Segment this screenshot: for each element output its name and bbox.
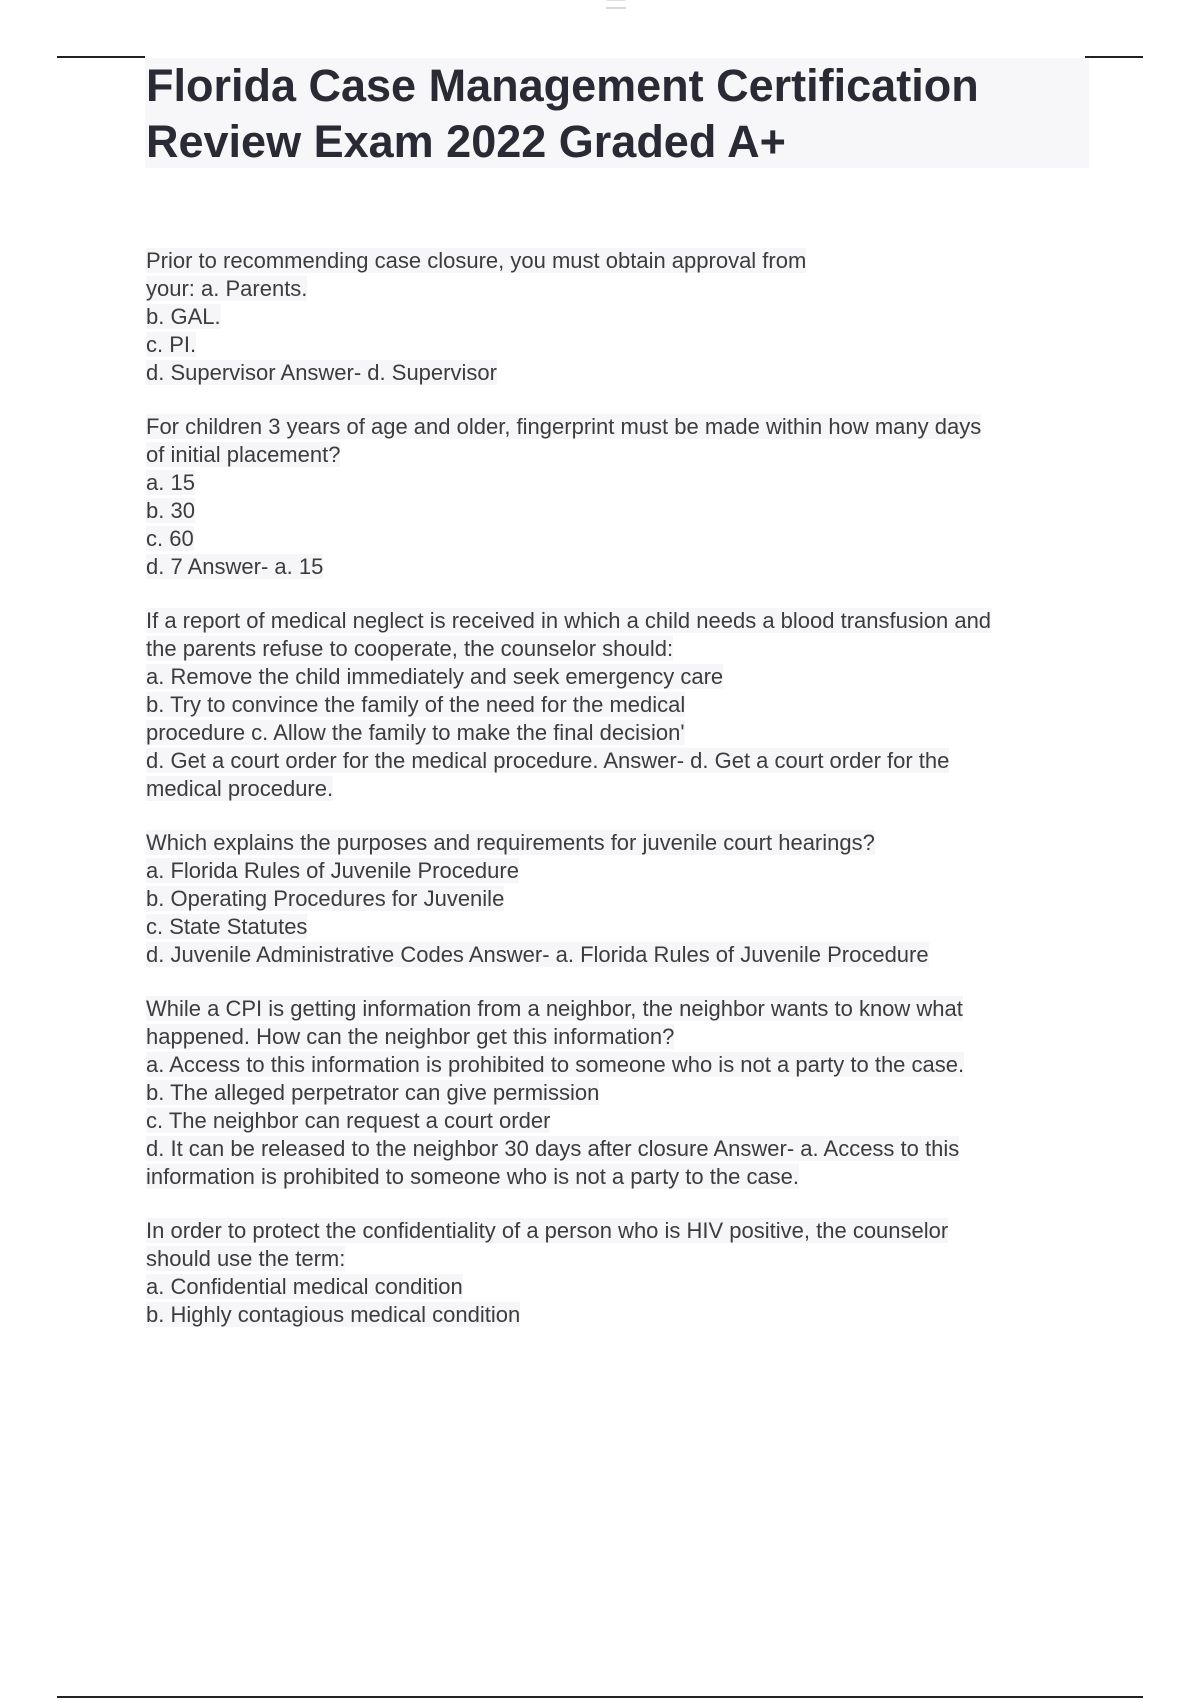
question-block-4 — [146, 829, 1106, 969]
option-line: b. 30 — [146, 498, 195, 523]
question-line: In order to protect the confidentiality of a person who is HIV positive, the counselor — [146, 1218, 949, 1243]
document-title — [146, 58, 979, 170]
question-line: of initial placement? — [146, 442, 341, 467]
question-block-1 — [146, 247, 1106, 387]
option-line: a. 15 — [146, 470, 195, 495]
question-line: your: a. Parents. — [146, 276, 308, 301]
answer-line: medical procedure. — [146, 776, 334, 801]
page-top-marker — [606, 0, 626, 9]
answer-line: d. Juvenile Administrative Codes Answer- a. Florida Rules of Juvenile Procedure — [146, 942, 929, 967]
answer-line: d. It can be released to the neighbor 30 days after closure Answer- a. Access to this — [146, 1136, 960, 1161]
title-line: Florida Case Management Certification — [146, 60, 979, 111]
footer-rule — [57, 1696, 1143, 1698]
question-block-6 — [146, 1217, 1106, 1329]
header-rule-right — [1085, 56, 1143, 58]
question-line: If a report of medical neglect is received in which a child needs a blood transfusion and — [146, 608, 992, 633]
option-line: b. Try to convince the family of the need for the medical — [146, 692, 686, 717]
question-block-5 — [146, 995, 1106, 1191]
option-line: c. 60 — [146, 526, 194, 551]
question-line: Prior to recommending case closure, you must obtain approval from — [146, 248, 807, 273]
question-line: the parents refuse to cooperate, the counselor should: — [146, 636, 674, 661]
answer-line: d. 7 Answer- a. 15 — [146, 554, 324, 579]
question-block-2 — [146, 413, 1106, 581]
question-line: While a CPI is getting information from a neighbor, the neighbor wants to know what — [146, 996, 963, 1021]
option-line: b. GAL. — [146, 304, 221, 329]
question-line: should use the term: — [146, 1246, 346, 1271]
option-line: c. PI. — [146, 332, 197, 357]
question-line: happened. How can the neighbor get this information? — [146, 1024, 675, 1049]
document-body — [146, 247, 1106, 1355]
answer-line: d. Supervisor Answer- d. Supervisor — [146, 360, 497, 385]
question-block-3 — [146, 607, 1106, 803]
option-line: c. State Statutes — [146, 914, 308, 939]
option-line: procedure c. Allow the family to make the final decision' — [146, 720, 685, 745]
question-line: For children 3 years of age and older, fingerprint must be made within how many days — [146, 414, 982, 439]
option-line: a. Access to this information is prohibited to someone who is not a party to the case. — [146, 1052, 965, 1077]
option-line: b. Operating Procedures for Juvenile — [146, 886, 505, 911]
option-line: c. The neighbor can request a court order — [146, 1108, 551, 1133]
option-line: b. Highly contagious medical condition — [146, 1302, 521, 1327]
option-line: a. Confidential medical condition — [146, 1274, 463, 1299]
option-line: b. The alleged perpetrator can give permission — [146, 1080, 600, 1105]
option-line: a. Florida Rules of Juvenile Procedure — [146, 858, 519, 883]
title-line: Review Exam 2022 Graded A+ — [146, 116, 786, 167]
question-line: Which explains the purposes and requirements for juvenile court hearings? — [146, 830, 875, 855]
answer-line: information is prohibited to someone who is not a party to the case. — [146, 1164, 800, 1189]
header-rule-left — [57, 56, 145, 58]
option-line: a. Remove the child immediately and seek emergency care — [146, 664, 724, 689]
answer-line: d. Get a court order for the medical procedure. Answer- d. Get a court order for the — [146, 748, 950, 773]
